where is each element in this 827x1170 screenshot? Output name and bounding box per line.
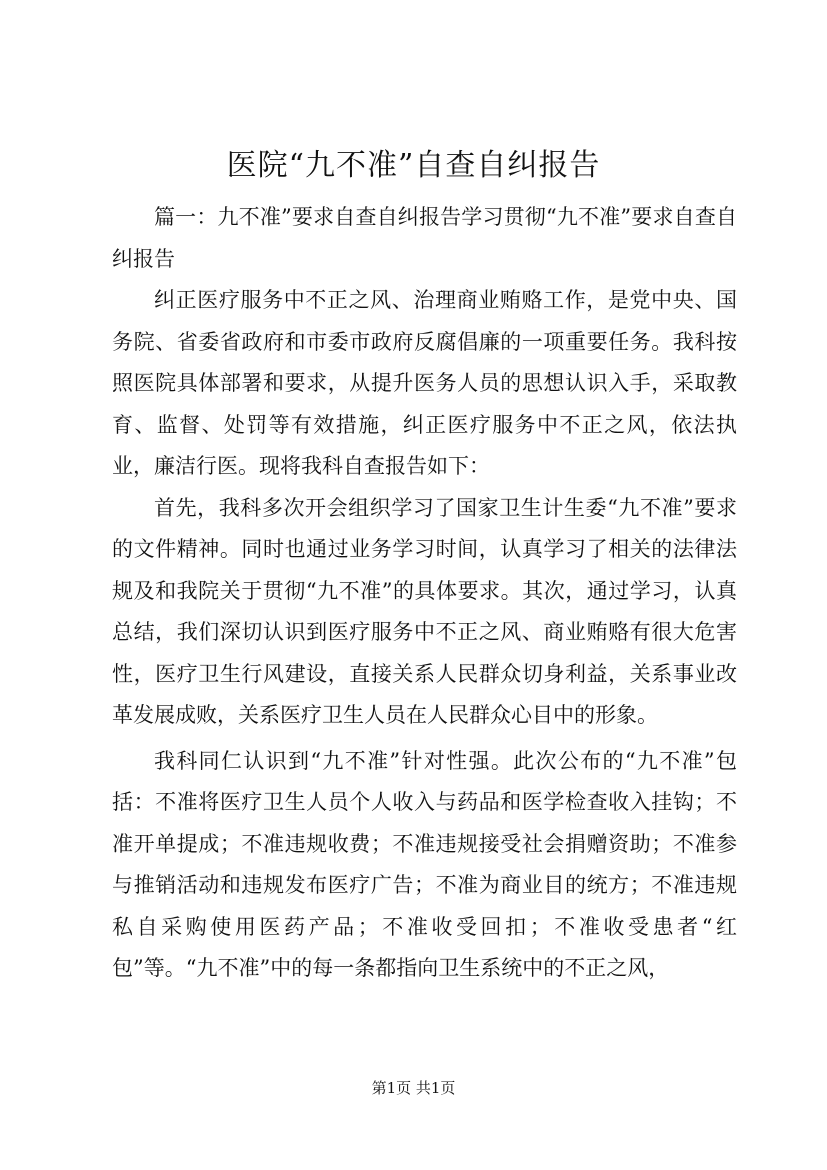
paragraph-4: 我科同仁认识到“九不准”针对性强。此次公布的“九不准”包括：不准将医疗卫生人员个人收入与药品和医学检查收入挂钩；不准开单提成；不准违规收费；不准违规接受社会捐赠资助；不准参与推销活动和违规发布医疗广告；不准为商业目的统方；不准违规私自采购使用医药产品；不准收受回扣；不准收受患者“红包”等。“九不准”中的每一条都指向卫生系统中的不正之风，	[112, 748, 737, 980]
document-title: 医院“九不准”自查自纠报告	[226, 148, 601, 183]
paragraph-1: 篇一：九不准”要求自查自纠报告学习贯彻“九不准”要求自查自纠报告	[112, 205, 737, 271]
paragraph-3: 首先，我科多次开会组织学习了国家卫生计生委“九不准”要求的文件精神。同时也通过业务学习时间，认真学习了相关的法律法规及和我院关于贯彻“九不准”的具体要求。其次，通过学习，认真总结，我们深切认识到医疗服务中不正之风、商业贿赂有很大危害性，医疗卫生行风建设，直接关系人民群众切身利益，关系事业改革发展成败，关系医疗卫生人员在人民群众心目中的形象。	[112, 495, 737, 727]
paragraph-2: 纠正医疗服务中不正之风、治理商业贿赂工作，是党中央、国务院、省委省政府和市委市政府反腐倡廉的一项重要任务。我科按照医院具体部署和要求，从提升医务人员的思想认识入手，采取教育、监督、处罚等有效措施，纠正医疗服务中不正之风，依法执业，廉洁行医。现将我科自查报告如下：	[112, 288, 737, 478]
document-body	[112, 197, 737, 990]
page-footer: 第1页 共1页	[371, 1079, 456, 1097]
